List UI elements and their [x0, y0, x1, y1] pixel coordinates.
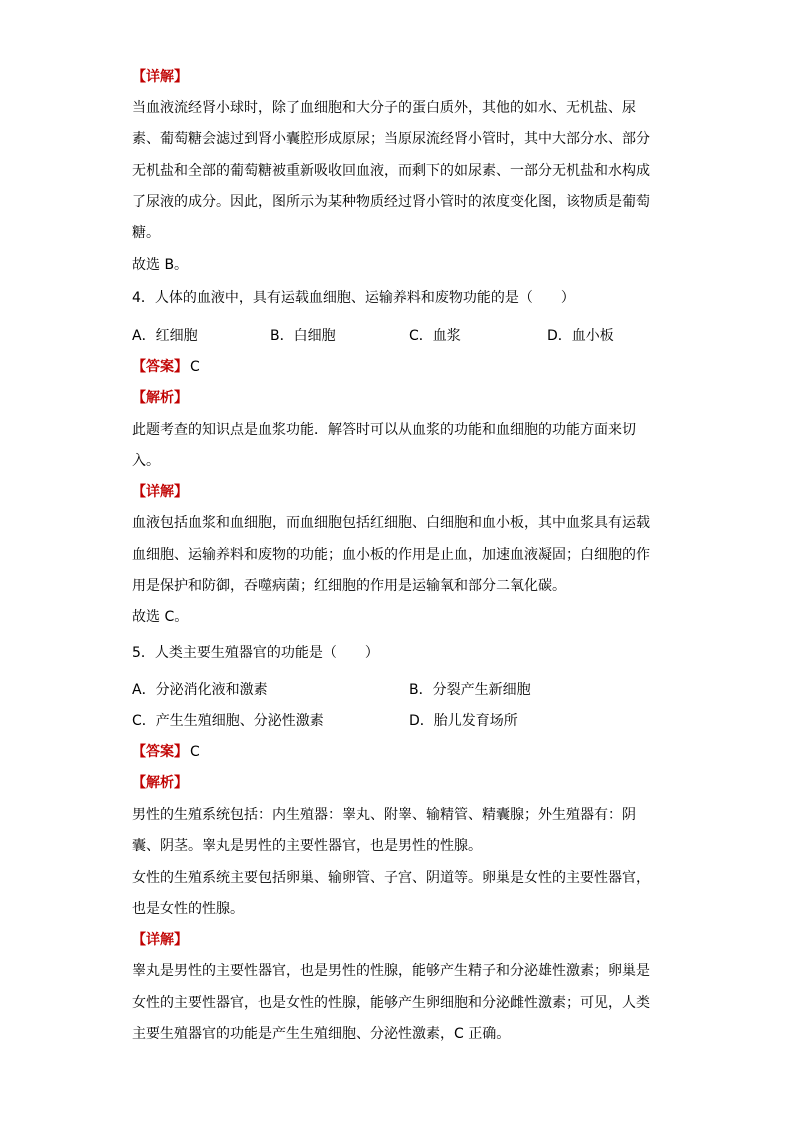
q4-option-d: D．血小板: [547, 328, 614, 344]
q5-answer-value: C: [190, 744, 200, 760]
q5-detail-line: 睾丸是男性的主要性器官，也是男性的性腺，能够产生精子和分泌雄性激素；卵巢是: [132, 963, 650, 979]
q4-analysis-line: 此题考查的知识点是血浆功能．解答时可以从血浆的功能和血细胞的功能方面来切: [132, 422, 636, 438]
q5-analysis-tag: 【解析】: [132, 775, 188, 791]
q5-answer-tag: 【答案】: [132, 744, 188, 760]
q5-detail-line: 女性的主要性器官，也是女性的性腺，能够产生卵细胞和分泌雌性激素；可见，人类: [132, 995, 650, 1011]
q4-analysis-tag: 【解析】: [132, 390, 188, 406]
q4-answer: [132, 357, 200, 377]
q3-detail-line: 糖。: [132, 225, 160, 241]
q4-answer-value: C: [190, 359, 200, 375]
q4-answer-tag: 【答案】: [132, 359, 188, 375]
q4-detail-line: 血液包括血浆和血细胞，而血细胞包括红细胞、白细胞和血小板，其中血浆具有运载: [132, 515, 650, 531]
q4-analysis-line: 入。: [132, 453, 160, 469]
q4-conclusion: 故选 C。: [132, 609, 189, 625]
q5-analysis-line: 女性的生殖系统主要包括卵巢、输卵管、子宫、阴道等。卵巢是女性的主要性器官，: [132, 870, 650, 886]
q4-question: 4．人体的血液中，具有运载血细胞、运输养料和废物功能的是（ ）: [132, 290, 575, 306]
q5-answer: [132, 742, 200, 762]
q5-option-c: C．产生生殖细胞、分泌性激素: [132, 713, 324, 729]
q5-option-a: A．分泌消化液和激素: [132, 682, 268, 698]
q5-detail-line: 主要生殖器官的功能是产生生殖细胞、分泌性激素，C 正确。: [132, 1026, 511, 1042]
q5-analysis-line: 囊、阴茎。睾丸是男性的主要性器官，也是男性的性腺。: [132, 838, 482, 854]
q5-detail-tag: 【详解】: [132, 932, 188, 948]
q3-detail-line: 了尿液的成分。因此，图所示为某种物质经过肾小管时的浓度变化图，该物质是葡萄: [132, 194, 650, 210]
q4-detail-tag: 【详解】: [132, 484, 188, 500]
q4-option-c: C．血浆: [409, 328, 461, 344]
q3-detail-line: 素、葡萄糖会滤过到肾小囊腔形成原尿；当原尿流经肾小管时，其中大部分水、部分: [132, 131, 650, 147]
q5-option-b: B．分裂产生新细胞: [409, 682, 531, 698]
q4-option-a: A．红细胞: [132, 328, 198, 344]
q3-detail-line: 当血液流经肾小球时，除了血细胞和大分子的蛋白质外，其他的如水、无机盐、尿: [132, 100, 636, 116]
q5-question: 5．人类主要生殖器官的功能是（ ）: [132, 645, 379, 661]
q3-detail-line: 无机盐和全部的葡萄糖被重新吸收回血液，而剩下的如尿素、一部分无机盐和水构成: [132, 163, 650, 179]
q4-detail-line: 血细胞、运输养料和废物的功能；血小板的作用是止血，加速血液凝固；白细胞的作: [132, 547, 650, 563]
q5-option-d: D．胎儿发育场所: [409, 713, 518, 729]
q3-conclusion: 故选 B。: [132, 257, 189, 273]
q5-analysis-line: 也是女性的性腺。: [132, 901, 244, 917]
q5-analysis-line: 男性的生殖系统包括：内生殖器：睾丸、附睾、输精管、精囊腺；外生殖器有：阴: [132, 807, 636, 823]
q3-detail-tag: 【详解】: [132, 69, 188, 85]
q4-detail-line: 用是保护和防御，吞噬病菌；红细胞的作用是运输氧和部分二氧化碳。: [132, 578, 566, 594]
q4-option-b: B．白细胞: [270, 328, 336, 344]
